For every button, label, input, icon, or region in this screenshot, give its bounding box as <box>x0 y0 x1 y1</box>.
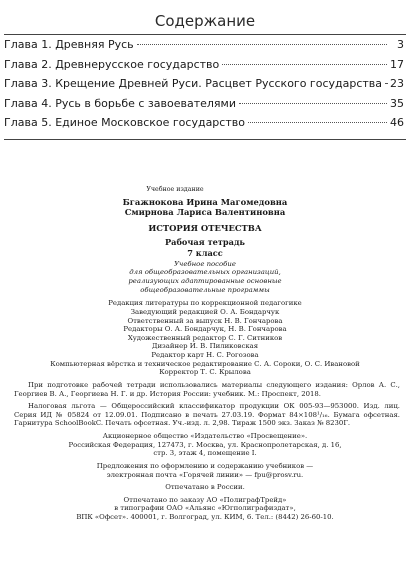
toc-chapter-label: Глава 2. Древнерусское государство <box>4 57 220 71</box>
credit-line: Корректор Т. С. Крылова <box>159 368 251 377</box>
publisher-line: Акционерное общество «Издательство «Просвещение». <box>102 432 308 441</box>
toc-leader <box>137 43 387 45</box>
publisher-line: стр. 3, этаж 4, помещение I. <box>153 449 257 458</box>
toc-chapter-1[interactable] <box>4 38 404 58</box>
toc-chapter-label: Глава 3. Крещение Древней Руси. Расцвет Русского государства <box>4 77 383 91</box>
author-2: Смирнова Лариса Валентиновна <box>124 207 286 218</box>
toc-chapter-4[interactable] <box>4 97 404 117</box>
credit-line: Ответственный за выпуск Н. В. Гончарова <box>127 316 283 325</box>
toc-leader <box>248 121 387 123</box>
printing-info <box>0 496 410 522</box>
credit-line: Художественный редактор С. Г. Ситников <box>127 333 283 342</box>
credit-line: Редакторы О. А. Бондарчук, Н. В. Гончарова <box>123 325 287 334</box>
toc-chapter-label: Глава 1. Древняя Русь <box>4 38 134 51</box>
edition-type: Учебное издание <box>146 186 204 193</box>
purpose-line: общеобразовательные программы <box>140 285 270 294</box>
toc-chapter-3[interactable] <box>4 77 404 97</box>
toc-top-rule <box>4 34 406 35</box>
toc-leader <box>239 102 387 104</box>
printing-line: в типографии ОАО «Альянс «Югполиграфиздат», <box>114 504 296 513</box>
purpose-line: реализующих адаптированные основные <box>128 277 282 286</box>
toc-bottom-rule <box>4 139 406 140</box>
toc-chapter-page: 46 <box>390 116 404 130</box>
toc-chapter-page: 35 <box>390 96 404 110</box>
credit-line: Дизайнер И. В. Пиликовская <box>151 342 259 351</box>
toc-chapter-5[interactable] <box>4 116 404 136</box>
purpose <box>0 260 410 295</box>
purpose-line: Учебное пособие <box>174 259 236 268</box>
editorial-credits <box>0 299 410 377</box>
toc-chapter-label: Глава 4. Русь в борьбе с завоевателями <box>4 96 236 110</box>
toc-chapter-page: 17 <box>390 57 404 71</box>
publisher-line: Российская Федерация, 127473, г. Москва, ул. Краснопролетарская, д. 16, <box>68 440 342 449</box>
toc-chapter-page: 3 <box>397 38 404 51</box>
author-1: Бгажнокова Ирина Магомедовна <box>122 196 288 207</box>
publisher-info <box>0 432 410 458</box>
tech-specs: Налоговая льгота — Общероссийский классификатор продукции ОК 005-93—953000. Изд. лиц. Серия ИД № 05824 от 12.09.01. Подписано в печать 27.03.19. Формат 84×108¹/₁₆. Бумага офсетная. Гарнитура SchoolBookC. Печать офсетная. Уч.-изд. л. 2,98. Тираж 1500 экз. Заказ № 8230Г. <box>14 402 400 428</box>
proposals-info <box>0 462 410 479</box>
toc-chapter-label: Глава 5. Единое Московское государство <box>4 116 245 130</box>
toc-chapter-2[interactable] <box>4 58 404 78</box>
proposals-line: электронная почта «Горячей линии» — fpu@prosv.ru. <box>106 470 304 479</box>
proposals-line: Предложения по оформлению и содержанию учебников — <box>96 461 314 470</box>
credit-line: Заведующий редакцией О. А. Бондарчук <box>130 307 280 316</box>
printing-line: ВПК «Офсет». 400001, г. Волгоград, ул. КИМ, 6. Тел.: (8442) 26-60-10. <box>76 513 334 522</box>
credit-line: Редакция литературы по коррекционной педагогике <box>108 299 302 308</box>
credit-line: Редактор карт Н. С. Рогозова <box>151 351 259 360</box>
printed-in: Отпечатано в России. <box>165 483 245 492</box>
imprint-block <box>0 186 410 522</box>
table-of-contents <box>4 38 404 136</box>
toc-leader <box>222 63 387 65</box>
purpose-line: для общеобразовательных организаций, <box>129 268 281 277</box>
sources-note: При подготовке рабочей тетради использовались материалы следующего издания: Орлов А. С., Георгиев В. А., Георгиева Н. Г. и др. История России: учебник. М.: Проспект, 2018. <box>14 380 400 398</box>
printing-line: Отпечатано по заказу АО «ПолиграфТрейд» <box>123 495 287 504</box>
grade: 7 класс <box>187 247 223 258</box>
toc-leader <box>385 82 387 84</box>
credit-line: Компьютерная вёрстка и техническое редактирование С. А. Сороки, О. С. Ивановой <box>50 359 360 368</box>
toc-chapter-page: 23 <box>390 77 404 91</box>
book-subtitle: Рабочая тетрадь <box>165 237 245 248</box>
book-title: ИСТОРИЯ ОТЕЧЕСТВА <box>148 222 262 233</box>
toc-title: Содержание <box>154 12 256 30</box>
